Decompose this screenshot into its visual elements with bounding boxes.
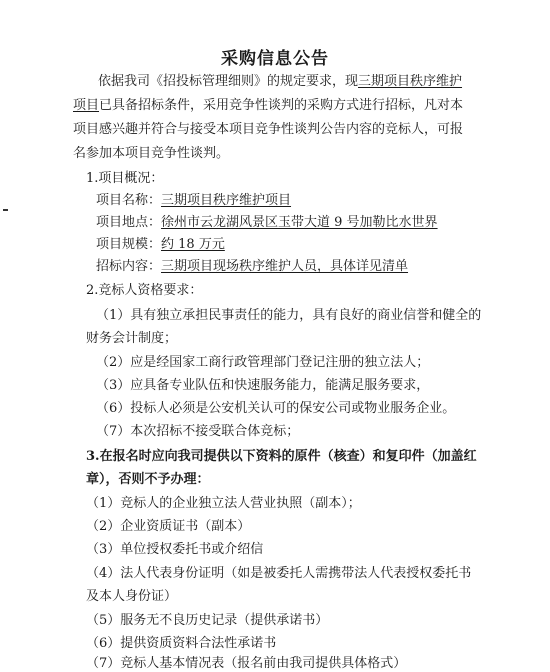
field-value: 三期项目现场秩序维护人员，具体详见清单 xyxy=(161,259,409,274)
intro-line-4: 名参加本项目竞争性谈判。 xyxy=(73,146,230,161)
field-label: 项目地点： xyxy=(96,215,162,230)
scan-mark xyxy=(3,209,8,211)
requirement-6: （6）投标人必须是公安机关认可的保安公司或物业服务企业。 xyxy=(96,401,456,416)
document-item-6: （6）提供资质资料合法性承诺书 xyxy=(86,636,277,651)
document-item-4-cont: 及本人身份证） xyxy=(86,589,178,604)
project-name-inline-cont: 项目 xyxy=(73,98,100,113)
requirement-1-cont: 财务会计制度； xyxy=(86,331,178,346)
document-item-5: （5）服务无不良历史记录（提供承诺书） xyxy=(86,613,329,628)
bid-content-row xyxy=(96,259,408,275)
intro-line-2 xyxy=(73,98,463,114)
field-label: 招标内容： xyxy=(96,259,162,274)
project-location-row xyxy=(96,215,438,231)
intro-text: 已具备招标条件，采用竞争性谈判的采购方式进行招标，凡对本 xyxy=(99,98,464,113)
project-scale-row xyxy=(96,237,225,253)
field-value: 三期项目秩序维护项目 xyxy=(161,193,292,208)
project-name-row xyxy=(96,193,291,209)
requirement-2: （2）应是经国家工商行政管理部门登记注册的独立法人； xyxy=(96,355,430,370)
requirement-3: （3）应具备专业队伍和快速服务能力，能满足服务要求， xyxy=(96,378,430,393)
intro-line-3: 项目感兴趣并符合与接受本项目竞争性谈判公告内容的竞标人，可报 xyxy=(73,122,464,137)
document-item-1: （1）竞标人的企业独立法人营业执照（副本）； xyxy=(86,496,361,511)
document-item-7: （7）竞标人基本情况表（报名前由我司提供具体格式） xyxy=(86,656,407,671)
section-3-heading-cont: 章），否则不予办理： xyxy=(86,472,210,487)
document-item-4: （4）法人代表身份证明（如是被委托人需携带法人代表授权委托书 xyxy=(86,566,472,581)
field-label: 项目规模： xyxy=(96,237,162,252)
document-item-3: （3）单位授权委托书或介绍信 xyxy=(86,542,264,557)
document-item-2: （2）企业资质证书（副本） xyxy=(86,519,251,534)
intro-text: 依据我司《招投标管理细则》的规定要求，现 xyxy=(98,74,359,89)
requirement-7: （7）本次招标不接受联合体竞标； xyxy=(96,424,300,439)
field-value: 约 18 万元 xyxy=(161,237,225,252)
page-title: 采购信息公告 xyxy=(221,49,329,69)
intro-line-1 xyxy=(98,74,462,90)
section-2-heading: 2.竞标人资格要求： xyxy=(86,283,203,298)
field-value: 徐州市云龙湖风景区玉带大道 9 号加勒比水世界 xyxy=(161,215,438,230)
field-label: 项目名称： xyxy=(96,193,162,208)
project-name-inline: 三期项目秩序维护 xyxy=(358,74,463,89)
section-1-heading: 1.项目概况： xyxy=(86,171,164,186)
requirement-1: （1）具有独立承担民事责任的能力，具有良好的商业信誉和健全的 xyxy=(96,308,482,323)
section-3-heading: 3.在报名时应向我司提供以下资料的原件（核查）和复印件（加盖红 xyxy=(86,449,477,464)
